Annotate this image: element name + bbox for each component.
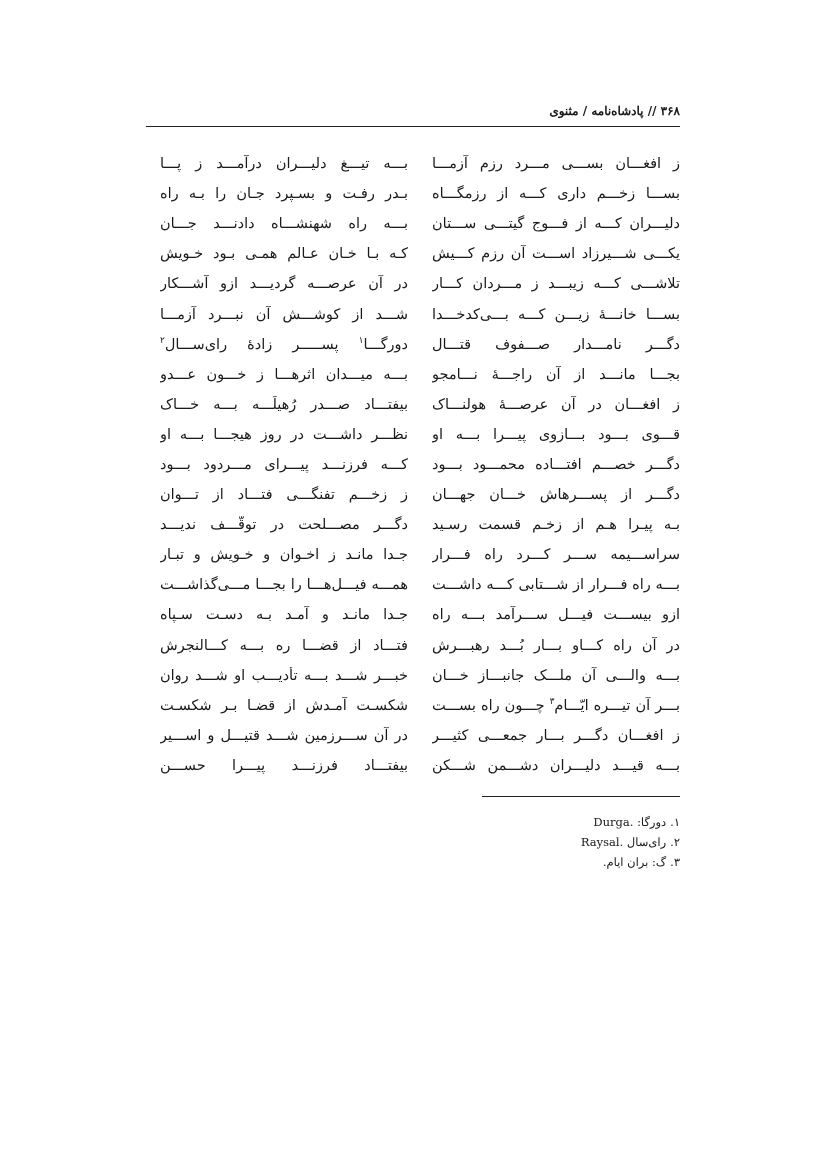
hemistich-left: دگـــر مصـــلحت در توقّـــف ندیـــد <box>160 517 408 534</box>
header-rule <box>146 126 680 127</box>
hemistich-right: بـــه راه فـــرار از شـــتابی کـــه داشـــت <box>432 577 680 594</box>
footnote-number: ۱. <box>670 815 680 829</box>
hemistich-left: بـــه راه شهنشـــاه دادنـــد جـــان <box>160 216 408 233</box>
hemistich-right: بجـــا مانـــد از آن راجـــهٔ نـــامجو <box>432 366 680 383</box>
hemistich-left: بـــه تیـــغ دلیـــران درآمـــد ز پـــا <box>160 156 408 173</box>
hemistich-right: بســـا زخـــم داری کـــه از رزمگـــاه <box>432 186 680 203</box>
hemistich-left: در آن ســـرزمین شـــد قتیـــل و اســـیر <box>160 727 408 744</box>
hemistich-right: قـــوی بـــود بـــازوی پیـــرا بـــه او <box>432 426 680 443</box>
hemistich-left: در آن عرصـــه گردیـــد ازو آشـــکار <box>160 276 408 293</box>
hemistich-left: بـدر رفـت و بسـپرد جـان را بـه راه <box>160 186 408 203</box>
footnote-text: رای‌سال <box>626 835 667 849</box>
couplet <box>160 450 680 480</box>
couplet <box>160 631 680 661</box>
footnote-rule <box>482 796 680 797</box>
footnote <box>380 852 680 872</box>
couplet <box>160 209 680 239</box>
couplet <box>160 390 680 420</box>
hemistich-left: جـدا مانـد ز اخـوان و خـویش و تبـار <box>160 547 408 564</box>
hemistich-left: همـــه فیـــل‌هـــا را بجـــا مـــی‌گذاشـــت <box>160 577 408 594</box>
hemistich-right: یکـــی شـــیرزاد اســـت آن رزم کـــیش <box>432 246 680 263</box>
hemistich-right: سراســـیمه ســـر کـــرد راه فـــرار <box>432 547 680 564</box>
section-separator: / <box>578 104 592 118</box>
hemistich-right: ز افغـــان در آن عرصـــهٔ هولنـــاک <box>432 396 680 413</box>
hemistich-right: ز افغـــان دگـــر بـــار جمعـــی کثیـــر <box>432 727 680 744</box>
couplet <box>160 600 680 630</box>
footnote-latin: Durga. <box>593 815 634 829</box>
hemistich-left: کـــه فرزنـــد پیـــرای مـــردود بـــود <box>160 456 408 473</box>
hemistich-right: دگـــر نامـــدار صـــفوف قتـــال <box>432 336 680 353</box>
couplet <box>160 570 680 600</box>
hemistich-left: ز زخـــم تفنگـــی فتـــاد از تـــوان <box>160 487 408 504</box>
hemistich-left: شـــد از کوشـــش آن نبـــرد آزمـــا <box>160 306 408 323</box>
couplet <box>160 179 680 209</box>
poem-body <box>160 149 680 781</box>
section-title: مثنوی <box>549 104 579 118</box>
hemistich-left: بیفتـــاد فرزنـــد پیـــرا حســـن <box>160 757 408 774</box>
couplet <box>160 540 680 570</box>
couplet <box>160 299 680 329</box>
book-title: پادشاه‌نامه <box>591 104 644 118</box>
hemistich-left: دورگـــا$^۱$ پســـــر زادهٔ رای‌ســـال$^۲$ <box>160 335 408 353</box>
couplet <box>160 691 680 721</box>
couplet <box>160 360 680 390</box>
couplet <box>160 751 680 781</box>
hemistich-right: بســـا خانـــهٔ زیـــن کـــه بـــی‌کدخـــدا <box>432 306 680 323</box>
couplet <box>160 239 680 269</box>
hemistich-left: بیفتـــاد صـــدر رُهیلَـــه بـــه خـــاک <box>160 396 408 413</box>
footnote-text: دورگا: <box>637 815 667 829</box>
hemistich-left: جـدا مانـد و آمـد بـه دسـت سـپاه <box>160 607 408 624</box>
hemistich-right: بـــر آن تیـــره ایّـــام$^۳$ چـــون راه بســـت <box>432 696 680 714</box>
hemistich-right: دگـــر از پســـرهاش خـــان جهـــان <box>432 487 680 504</box>
couplet <box>160 330 680 360</box>
hemistich-left: فتـــاد از قضـــا ره بـــه کـــالنجرش <box>160 637 408 654</box>
page-number: ۳۶۸ <box>660 104 680 118</box>
couplet <box>160 661 680 691</box>
head-separator: // <box>643 104 661 118</box>
couplet <box>160 269 680 299</box>
footnote-number: ۳. <box>670 855 680 869</box>
hemistich-right: بـه پیـرا هـم از زخـم قسمت رسـید <box>432 517 680 534</box>
footnote-text: گ: بران ایام. <box>602 855 667 869</box>
hemistich-right: دلیـــران کـــه از فـــوج گیتـــی ســـتان <box>432 216 680 233</box>
hemistich-left: کـه بـا خـان عـالم همـی بـود خـویش <box>160 246 408 263</box>
hemistich-right: دگـــر خصـــم افتـــاده محمـــود بـــود <box>432 456 680 473</box>
footnote-number: ۲. <box>670 835 680 849</box>
hemistich-right: تلاشـــی کـــه زیبـــد ز مـــردان کـــار <box>432 276 680 293</box>
footnote <box>380 812 680 832</box>
couplet <box>160 510 680 540</box>
running-head <box>146 104 680 118</box>
hemistich-left: بـــه میـــدان اثرهـــا ز خـــون عـــدو <box>160 366 408 383</box>
hemistich-right: ازو بیســـت فیـــل ســـرآمد بـــه راه <box>432 607 680 624</box>
couplet <box>160 721 680 751</box>
hemistich-left: خبـــر شـــد بـــه تأدیـــب او شـــد روان <box>160 667 408 684</box>
hemistich-right: ز افغـــان بســـی مـــرد رزم آزمـــا <box>432 156 680 173</box>
footnotes <box>380 812 680 872</box>
couplet <box>160 480 680 510</box>
hemistich-right: بـــه قیـــد دلیـــران دشـــمن شـــکن <box>432 757 680 774</box>
hemistich-left: نظـــر داشـــت در روز هیجـــا بـــه او <box>160 426 408 443</box>
couplet <box>160 420 680 450</box>
footnote-latin: Raysal. <box>580 835 624 849</box>
hemistich-left: شکسـت آمـدش از قضـا بـر شکسـت <box>160 697 408 714</box>
footnote <box>380 832 680 852</box>
hemistich-right: در آن راه کـــاو بـــار بُـــد رهبـــرش <box>432 637 680 654</box>
couplet <box>160 149 680 179</box>
hemistich-right: بـــه والـــی آن ملـــک جانبـــاز خـــان <box>432 667 680 684</box>
